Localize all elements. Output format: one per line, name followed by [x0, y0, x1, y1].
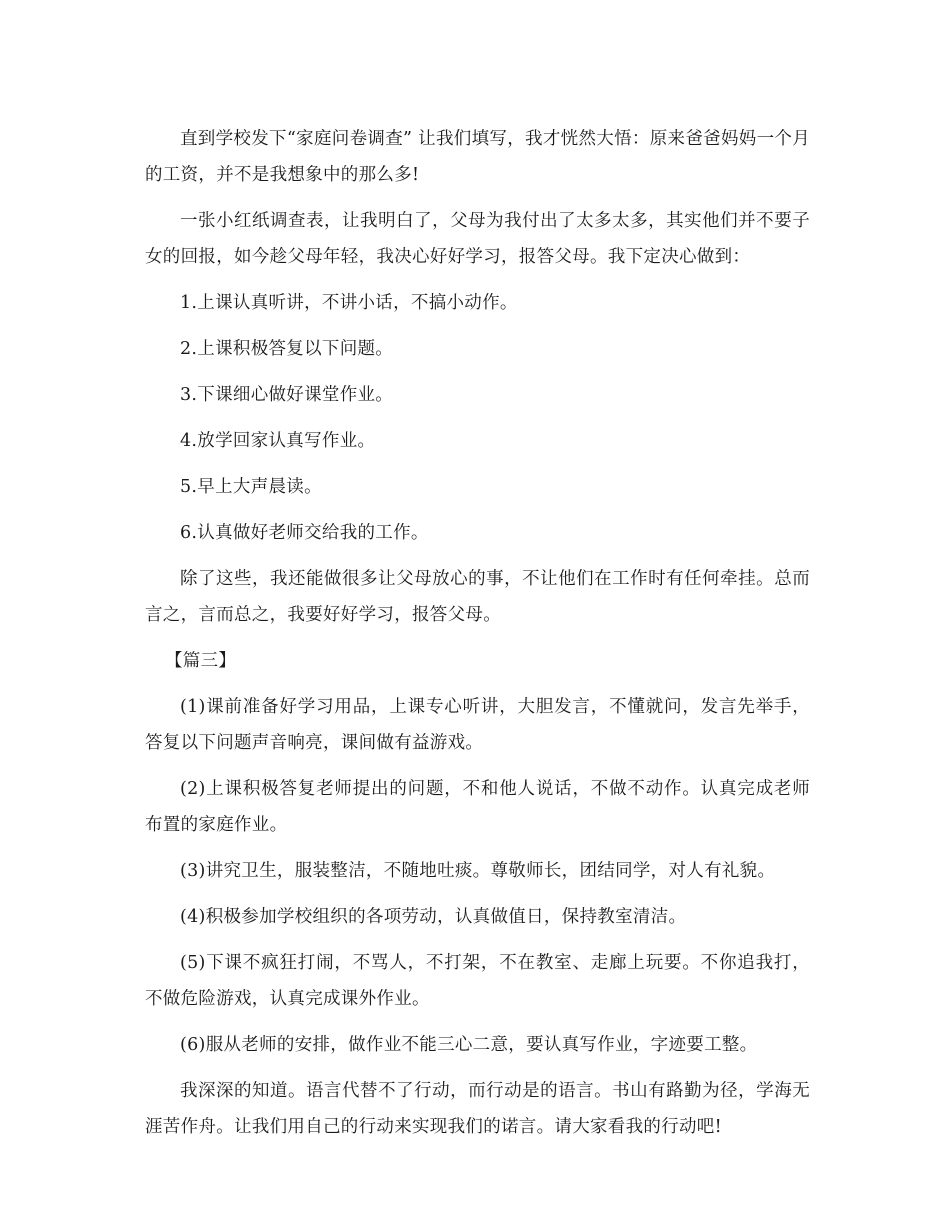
rule-3: (3)讲究卫生，服装整洁，不随地吐痰。尊敬师长，团结同学，对人有礼貌。	[180, 861, 776, 881]
paragraph-summary: 除了这些，我还能做很多让父母放心的事，不让他们在工作时有任何牵挂。总而言之，言而总之，我要好好学习，报答父母。	[145, 569, 810, 625]
list-item-1: 1.上课认真听讲，不讲小话，不搞小动作。	[180, 293, 518, 313]
list-item-6: 6.认真做好老师交给我的工作。	[180, 523, 429, 543]
rule-2: (2)上课积极答复老师提出的问题，不和他人说话，不做不动作。认真完成老师布置的家庭作业。	[145, 779, 810, 835]
paragraph-conclusion: 我深深的知道。语言代替不了行动，而行动是的语言。书山有路勤为径，学海无涯苦作舟。让我们用自己的行动来实现我们的诺言。请大家看我的行动吧!	[145, 1081, 810, 1137]
document-body	[145, 121, 810, 1155]
list-item-4: 4.放学回家认真写作业。	[180, 431, 376, 451]
paragraph-resolution: 一张小红纸调查表，让我明白了，父母为我付出了太多太多，其实他们并不要子女的回报，如今趁父母年轻，我决心好好学习，报答父母。我下定决心做到：	[145, 211, 810, 267]
list-item-2: 2.上课积极答复以下问题。	[180, 339, 394, 359]
list-item-5: 5.早上大声晨读。	[180, 477, 322, 497]
rule-4: (4)积极参加学校组织的各项劳动，认真做值日，保持教室清洁。	[180, 907, 687, 927]
list-item-3: 3.下课细心做好课堂作业。	[180, 385, 394, 405]
rule-5: (5)下课不疯狂打闹，不骂人，不打架，不在教室、走廊上玩要。不你追我打，不做危险游戏，认真完成课外作业。	[145, 953, 810, 1009]
rule-6: (6)服从老师的安排，做作业不能三心二意，要认真写作业，字迹要工整。	[180, 1035, 758, 1055]
paragraph-intro: 直到学校发下“家庭问卷调查” 让我们填写，我才恍然大悟：原来爸爸妈妈一个月的工资，并不是我想象中的那么多!	[145, 129, 810, 185]
section-heading: 【篇三】	[165, 651, 237, 671]
rule-1: (1)课前准备好学习用品，上课专心听讲，大胆发言，不懂就问，发言先举手，答复以下问题声音响亮，课间做有益游戏。	[145, 697, 810, 753]
